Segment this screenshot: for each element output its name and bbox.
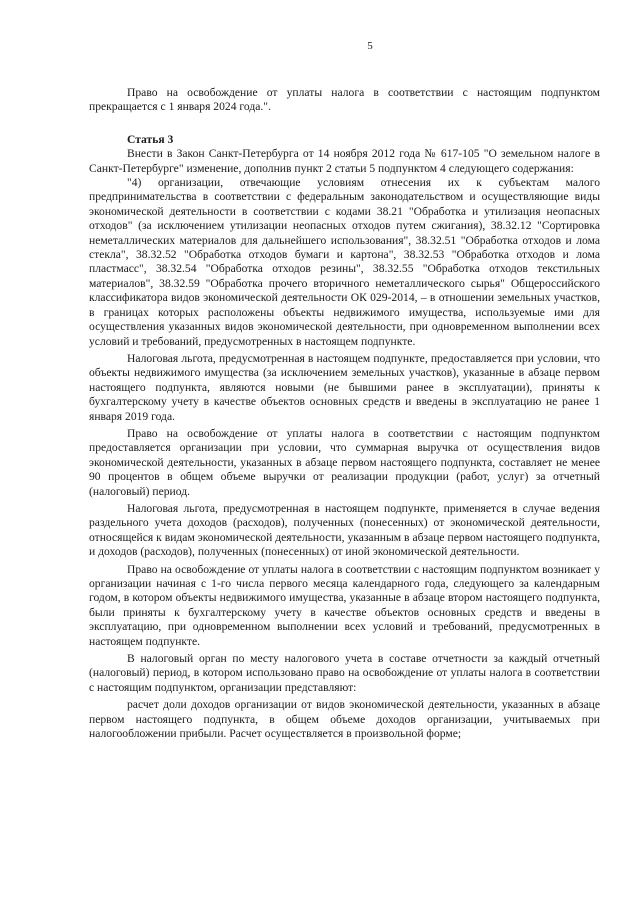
article-heading: Статья 3	[127, 132, 174, 146]
article-paragraph-4: Налоговая льгота, предусмотренная в настоящем подпункте, применяется в случае ведения раздельного учета доходов (расходов), полученных (понесенных) от экономической деятельности, относящейся к видам экономической деятельности, указанным в абзаце первом настоящего подпункта, и доходов (расходов), полученных (понесенных) от иной экономической деятельности.	[89, 501, 600, 559]
paragraph-closing-previous: Право на освобождение от уплаты налога в соответствии с настоящим подпунктом прекращается с 1 января 2024 года.".	[89, 86, 600, 114]
article-paragraph-7: расчет доли доходов организации от видов экономической деятельности, указанных в абзаце первом настоящего подпункта, в общем объеме доходов организации, учитываемых при налогообложении прибыли. Расчет осуществляется в произвольной форме;	[89, 698, 600, 741]
document-body	[89, 86, 600, 741]
article-paragraph-1: "4) организации, отвечающие условиям отнесения их к субъектам малого предпринимательства в соответствии с федеральным законодательством и осуществляющие виды экономической деятельности в соответствии с кодами 38.21 "Обработка и утилизация неопасных отходов" (за исключением утилизации неопасных отходов путем сжигания), 38.32.12 "Сортировка неметаллических материалов для дальнейшего использования", 38.32.51 "Обработка отходов и лома стекла", 38.32.52 "Обработка отходов бумаги и картона", 38.32.53 "Обработка отходов и лома пластмасс", 38.32.54 "Обработка отходов резины", 38.32.55 "Обработка отходов текстильных материалов", 38.32.59 "Обработка прочего вторичного неметаллического сырья" Общероссийского классификатора видов экономической деятельности ОК 029-2014, – в отношении земельных участков, в границах которых расположены объекты недвижимого имущества, используемые ими для осуществления указанных видов экономической деятельности, при одновременном выполнении всех условий и требований, предусмотренных в настоящем подпункте.	[89, 176, 600, 348]
article-intro: Внести в Закон Санкт-Петербурга от 14 ноября 2012 года № 617-105 "О земельном налоге в Санкт-Петербурге" изменение, дополнив пункт 2 статьи 5 подпунктом 4 следующего содержания:	[89, 147, 600, 175]
article-paragraph-5: Право на освобождение от уплаты налога в соответствии с настоящим подпунктом возникает у организации начиная с 1-го числа первого месяца календарного года, следующего за календарным годом, в котором объекты недвижимого имущества, указанные в абзаце втором настоящего подпункта, были приняты к бухгалтерскому учету в качестве объектов основных средств и введены в эксплуатацию, при одновременном выполнении всех условий и требований, предусмотренных в настоящем подпункте.	[89, 562, 600, 648]
article-paragraph-2: Налоговая льгота, предусмотренная в настоящем подпункте, предоставляется при условии, что объекты недвижимого имущества (за исключением земельных участков), указанные в абзаце первом настоящего подпункта, являются новыми (не бывшими ранее в эксплуатации), приняты к бухгалтерскому учету в качестве объектов основных средств и введены в эксплуатацию не ранее 1 января 2019 года.	[89, 351, 600, 423]
article-paragraph-6: В налоговый орган по месту налогового учета в составе отчетности за каждый отчетный (налоговый) период, в котором использовано право на освобождение от уплаты налога в соответствии с настоящим подпунктом, организации представляют:	[89, 652, 600, 694]
article-paragraph-3: Право на освобождение от уплаты налога в соответствии с настоящим подпунктом предоставляется организации при условии, что суммарная выручка от осуществления видов экономической деятельности, указанных в абзаце первом настоящего подпункта, составляет не менее 90 процентов в общем объеме выручки от реализации продукции (работ, услуг) за отчетный (налоговый) период.	[89, 426, 600, 498]
page-number: 5	[367, 40, 373, 52]
